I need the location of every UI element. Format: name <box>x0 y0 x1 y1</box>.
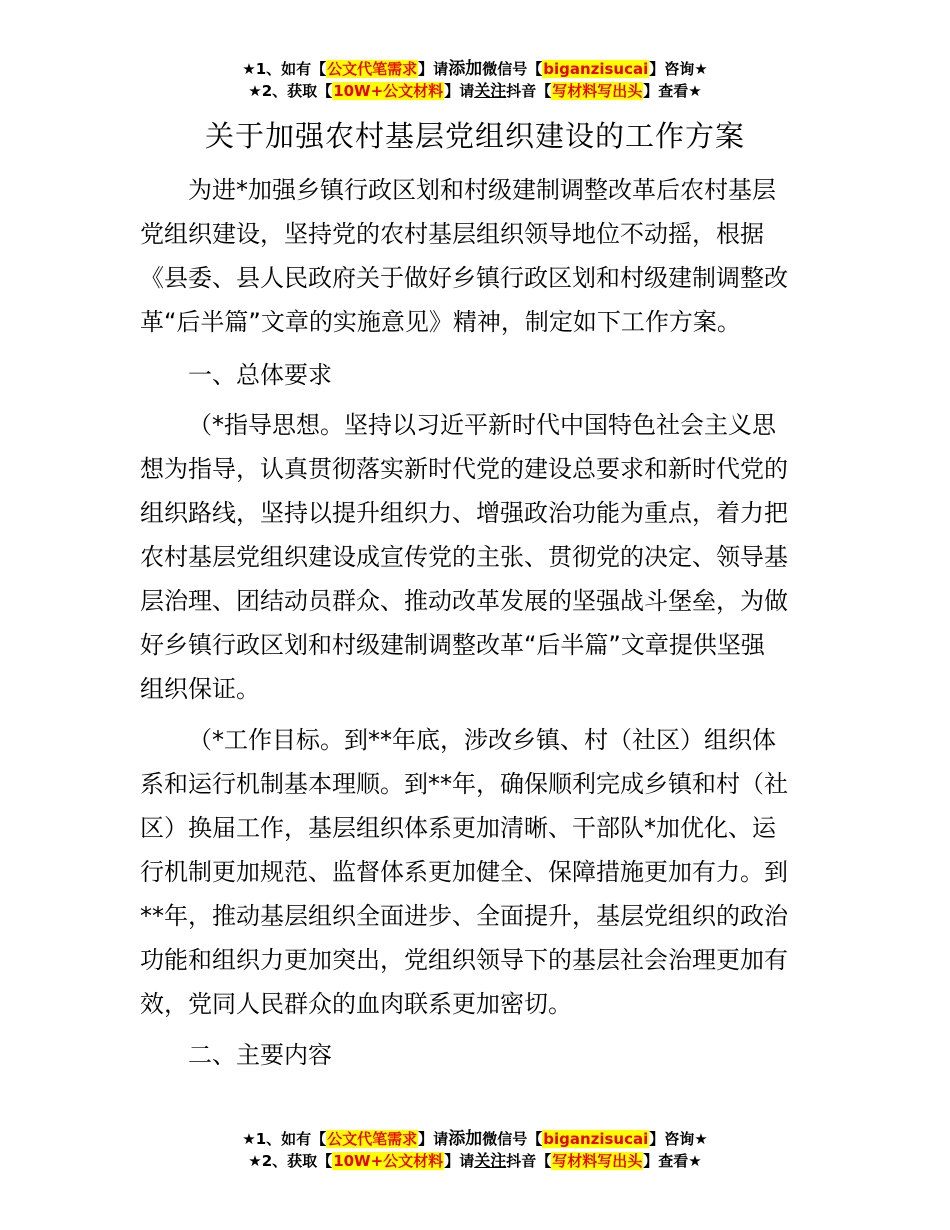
paragraph-line: 行机制更加规范、监督体系更加健全、保障措施更加有力。到 <box>140 858 788 886</box>
ad-line-2 <box>0 1150 950 1172</box>
ad-text: ★2、获取【 <box>248 82 333 100</box>
ad-materials-highlight: 10W+公文材料 <box>333 1152 444 1170</box>
paragraph-line: 想为指导，认真贯彻落实新时代党的建设总要求和新时代党的 <box>140 455 788 483</box>
intro-paragraph <box>140 168 820 344</box>
ad-text: 抖音【 <box>506 1152 552 1170</box>
ad-follow-text: 关注 <box>474 81 507 100</box>
ad-line-1 <box>0 58 950 80</box>
ad-douyin-highlight: 写材料写出头 <box>552 1152 643 1170</box>
ad-douyin-highlight: 写材料写出头 <box>552 82 643 100</box>
paragraph-line: 效，党同人民群众的血肉联系更加密切。 <box>140 990 572 1018</box>
ad-text: 微信号【 <box>482 60 543 78</box>
paragraph-line: 组织路线，坚持以提升组织力、增强政治功能为重点，着力把 <box>140 499 788 527</box>
paragraph-line: （*指导思想。坚持以习近平新时代中国特色社会主义思 <box>188 411 776 439</box>
paragraph-line: 为进*加强乡镇行政区划和村级建制调整改革后农村基层 <box>188 176 776 204</box>
document-title: 关于加强农村基层党组织建设的工作方案 <box>204 119 745 153</box>
heading-text: 一、总体要求 <box>188 361 332 389</box>
paragraph-line: 功能和组织力更加突出，党组织领导下的基层社会治理更加有 <box>140 946 788 974</box>
ad-text: 】咨询★ <box>649 1130 708 1148</box>
paragraph-line: 好乡镇行政区划和村级建制调整改革“后半篇”文章提供坚强 <box>140 631 765 659</box>
ad-line-2 <box>0 80 950 102</box>
guiding-thought-paragraph <box>140 403 820 711</box>
ad-line-1 <box>0 1128 950 1150</box>
ad-text: 】请 <box>418 1130 449 1148</box>
ad-text: 】请 <box>444 82 475 100</box>
paragraph-line: 组织保证。 <box>140 675 260 703</box>
ad-service-highlight: 公文代笔需求 <box>327 1130 418 1148</box>
section-heading-1 <box>140 353 820 397</box>
ad-text: 】查看★ <box>643 1152 702 1170</box>
ad-materials-highlight: 10W+公文材料 <box>333 82 444 100</box>
ad-text: ★2、获取【 <box>248 1152 333 1170</box>
paragraph-line: 层治理、团结动员群众、推动改革发展的坚强战斗堡垒，为做 <box>140 587 788 615</box>
paragraph-line: （*工作目标。到**年底，涉改乡镇、村（社区）组织体 <box>188 726 776 754</box>
paragraph-line: 农村基层党组织建设成宣传党的主张、贯彻党的决定、领导基 <box>140 543 788 571</box>
paragraph-line: 区）换届工作，基层组织体系更加清晰、干部队*加优化、运 <box>140 814 776 842</box>
work-goals-paragraph <box>140 718 820 1026</box>
ad-text: 】查看★ <box>643 82 702 100</box>
ad-text: ★1、如有【 <box>242 1130 327 1148</box>
ad-wechat-highlight: biganzisucai <box>543 1130 649 1148</box>
ad-add-text: 添加 <box>448 59 483 79</box>
ad-text: 】请 <box>444 1152 475 1170</box>
ad-text: ★1、如有【 <box>242 60 327 78</box>
ad-follow-text: 关注 <box>474 1151 507 1170</box>
footer-ad-banner <box>0 1128 950 1172</box>
ad-service-highlight: 公文代笔需求 <box>327 60 418 78</box>
section-heading-2 <box>140 1033 820 1077</box>
paragraph-line: 系和运行机制基本理顺。到**年，确保顺利完成乡镇和村（社 <box>140 770 788 798</box>
ad-text: 微信号【 <box>482 1130 543 1148</box>
heading-text: 二、主要内容 <box>188 1041 332 1069</box>
header-ad-banner <box>0 58 950 102</box>
ad-wechat-highlight: biganzisucai <box>543 60 649 78</box>
paragraph-line: **年，推动基层组织全面进步、全面提升，基层党组织的政治 <box>140 902 788 930</box>
ad-add-text: 添加 <box>448 1129 483 1149</box>
paragraph-line: 革“后半篇”文章的实施意见》精神，制定如下工作方案。 <box>140 308 741 336</box>
ad-text: 抖音【 <box>506 82 552 100</box>
paragraph-line: 党组织建设，坚持党的农村基层组织领导地位不动摇，根据 <box>140 220 764 248</box>
ad-text: 】咨询★ <box>649 60 708 78</box>
paragraph-line: 《县委、县人民政府关于做好乡镇行政区划和村级建制调整改 <box>140 264 788 292</box>
ad-text: 】请 <box>418 60 449 78</box>
